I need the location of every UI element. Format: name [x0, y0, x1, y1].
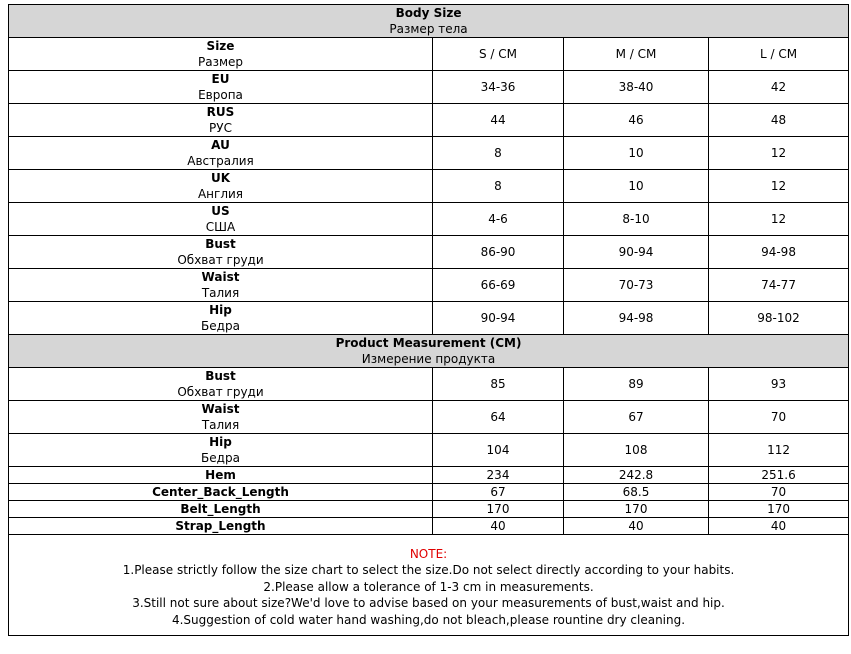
table-row	[9, 269, 849, 302]
body-size-section-header	[9, 5, 849, 38]
value-m: 242.8	[564, 467, 709, 484]
size-header-m: M / CM	[564, 38, 709, 71]
row-label: RUS	[206, 105, 235, 119]
value-s: 8	[433, 137, 564, 170]
row-label: AU	[211, 138, 230, 152]
value-s: 86-90	[433, 236, 564, 269]
row-label: Hip	[209, 303, 232, 317]
value-s: 170	[433, 501, 564, 518]
value-s: 234	[433, 467, 564, 484]
product-measurement-subtitle: Измерение продукта	[361, 352, 496, 366]
row-label: US	[211, 204, 230, 218]
value-l: 12	[709, 137, 849, 170]
value-m: 68.5	[564, 484, 709, 501]
table-row	[9, 203, 849, 236]
note-line: 2.Please allow a tolerance of 1-3 cm in measurements.	[263, 579, 594, 594]
row-label: UK	[210, 171, 231, 185]
size-header-l: L / CM	[709, 38, 849, 71]
product-measurement-title: Product Measurement (CM)	[335, 336, 522, 350]
row-label-cell	[9, 501, 433, 518]
table-row	[9, 518, 849, 535]
row-label-ru: Обхват груди	[177, 385, 264, 399]
table-row	[9, 501, 849, 518]
value-l: 98-102	[709, 302, 849, 335]
table-row	[9, 368, 849, 401]
table-row	[9, 170, 849, 203]
row-label-cell	[9, 434, 433, 467]
value-l: 93	[709, 368, 849, 401]
value-l: 251.6	[709, 467, 849, 484]
table-row	[9, 484, 849, 501]
value-s: 67	[433, 484, 564, 501]
value-m: 90-94	[564, 236, 709, 269]
row-label-ru: Бедра	[201, 451, 240, 465]
row-label-cell	[9, 170, 433, 203]
size-header-row	[9, 38, 849, 71]
row-label: Hem	[205, 468, 236, 482]
row-label-ru: РУС	[209, 121, 232, 135]
row-label-cell	[9, 137, 433, 170]
row-label-ru: Европа	[198, 88, 243, 102]
value-m: 38-40	[564, 71, 709, 104]
size-table	[8, 4, 849, 636]
value-s: 85	[433, 368, 564, 401]
row-label-ru: США	[205, 220, 236, 234]
value-m: 108	[564, 434, 709, 467]
row-label: Waist	[201, 270, 240, 284]
value-l: 12	[709, 203, 849, 236]
size-header-label: Size	[206, 39, 235, 53]
value-l: 74-77	[709, 269, 849, 302]
row-label-ru: Англия	[197, 187, 244, 201]
value-s: 66-69	[433, 269, 564, 302]
value-s: 64	[433, 401, 564, 434]
table-row	[9, 467, 849, 484]
value-l: 12	[709, 170, 849, 203]
row-label-cell	[9, 104, 433, 137]
row-label-cell	[9, 203, 433, 236]
value-s: 4-6	[433, 203, 564, 236]
value-l: 112	[709, 434, 849, 467]
note-section	[9, 535, 849, 636]
value-m: 94-98	[564, 302, 709, 335]
value-m: 8-10	[564, 203, 709, 236]
value-l: 94-98	[709, 236, 849, 269]
row-label-cell	[9, 467, 433, 484]
row-label-cell	[9, 518, 433, 535]
value-l: 70	[709, 484, 849, 501]
table-row	[9, 71, 849, 104]
product-measurement-section-header	[9, 335, 849, 368]
value-m: 46	[564, 104, 709, 137]
value-s: 44	[433, 104, 564, 137]
value-l: 70	[709, 401, 849, 434]
value-l: 40	[709, 518, 849, 535]
row-label-cell	[9, 401, 433, 434]
note-line: 4.Suggestion of cold water hand washing,do not bleach,please rountine dry cleaning.	[171, 612, 686, 627]
row-label-cell	[9, 269, 433, 302]
row-label: EU	[211, 72, 230, 86]
row-label: Center_Back_Length	[152, 485, 289, 499]
row-label: Belt_Length	[180, 502, 261, 516]
row-label-cell	[9, 302, 433, 335]
value-l: 48	[709, 104, 849, 137]
table-row	[9, 401, 849, 434]
value-s: 40	[433, 518, 564, 535]
value-m: 10	[564, 170, 709, 203]
row-label-cell	[9, 484, 433, 501]
value-m: 40	[564, 518, 709, 535]
row-label: Bust	[205, 369, 236, 383]
table-row	[9, 137, 849, 170]
row-label-cell	[9, 368, 433, 401]
value-m: 10	[564, 137, 709, 170]
value-m: 170	[564, 501, 709, 518]
row-label: Waist	[201, 402, 240, 416]
row-label-ru: Бедра	[201, 319, 240, 333]
table-row	[9, 104, 849, 137]
size-header-label-cell	[9, 38, 433, 71]
value-s: 8	[433, 170, 564, 203]
value-l: 170	[709, 501, 849, 518]
row-label-ru: Австралия	[187, 154, 254, 168]
row-label-cell	[9, 236, 433, 269]
value-s: 90-94	[433, 302, 564, 335]
size-header-label-ru: Размер	[197, 55, 244, 69]
row-label: Hip	[209, 435, 232, 449]
row-label-ru: Талия	[201, 286, 240, 300]
note-line: 1.Please strictly follow the size chart to select the size.Do not select directly according to your habits.	[122, 563, 735, 578]
body-size-subtitle: Размер тела	[389, 22, 468, 36]
row-label-ru: Талия	[201, 418, 240, 432]
table-row	[9, 434, 849, 467]
table-row	[9, 302, 849, 335]
size-chart	[8, 4, 848, 636]
value-m: 70-73	[564, 269, 709, 302]
value-m: 89	[564, 368, 709, 401]
body-size-title: Body Size	[395, 6, 462, 20]
row-label-ru: Обхват груди	[177, 253, 264, 267]
row-label: Bust	[205, 237, 236, 251]
value-s: 104	[433, 434, 564, 467]
note-line: 3.Still not sure about size?We'd love to advise based on your measurements of bust,waist and hip.	[132, 596, 725, 611]
row-label-cell	[9, 71, 433, 104]
value-s: 34-36	[433, 71, 564, 104]
table-row	[9, 236, 849, 269]
value-l: 42	[709, 71, 849, 104]
note-title: NOTE:	[409, 546, 448, 561]
row-label: Strap_Length	[175, 519, 266, 533]
size-header-s: S / CM	[433, 38, 564, 71]
value-m: 67	[564, 401, 709, 434]
